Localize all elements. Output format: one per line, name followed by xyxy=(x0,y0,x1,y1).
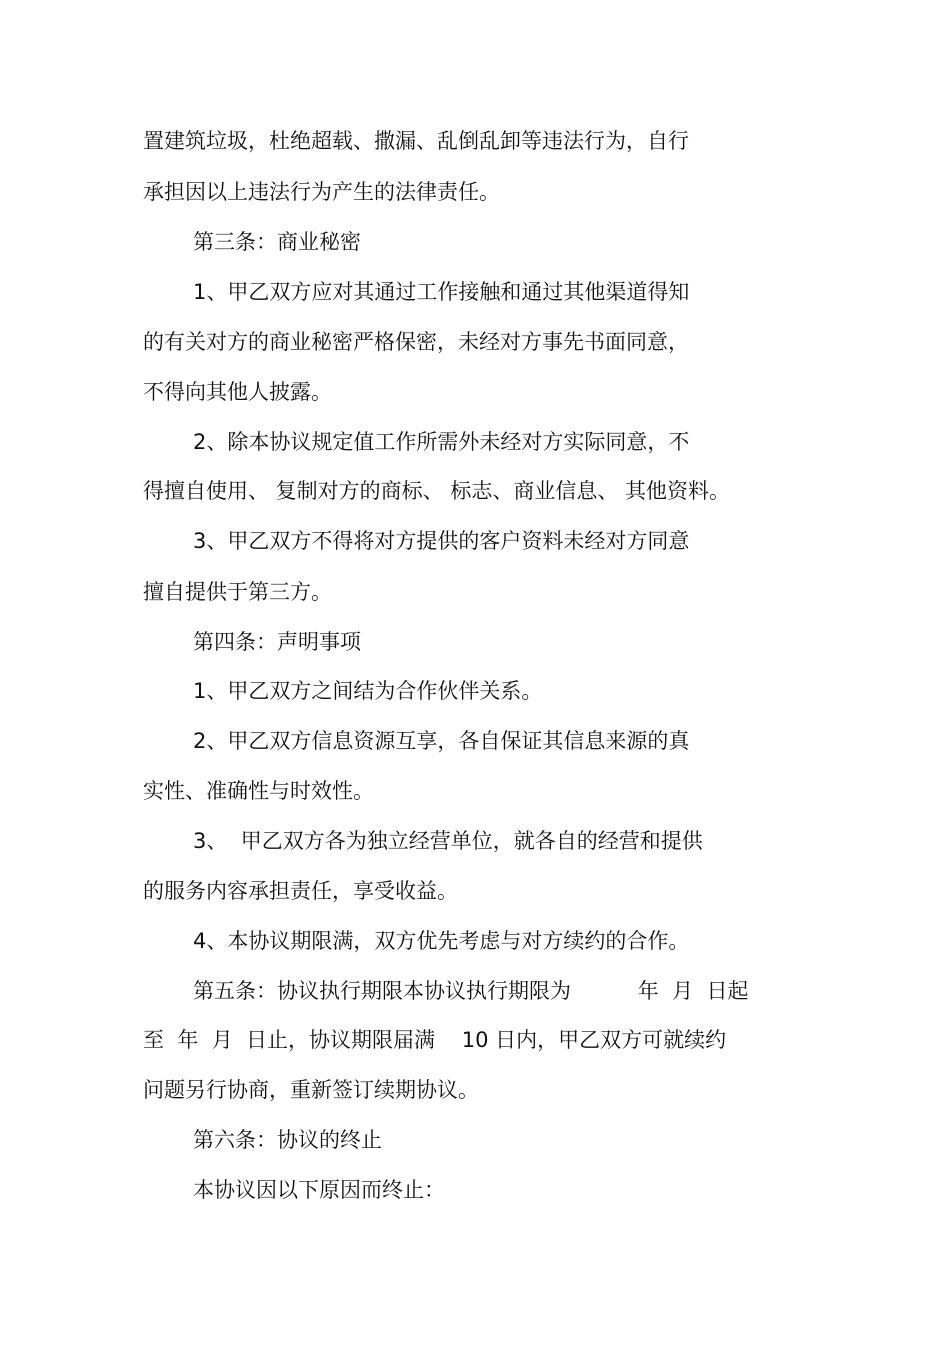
text-line: 1、甲乙双方之间结为合作伙伴关系。 xyxy=(193,679,543,703)
text-line: 承担因以上违法行为产生的法律责任。 xyxy=(143,180,500,204)
text-line: 实性、准确性与时效性。 xyxy=(143,779,374,803)
text-line: 问题另行协商，重新签订续期协议。 xyxy=(143,1078,479,1102)
text-line: 3、 甲乙双方各为独立经营单位，就各自的经营和提供 xyxy=(193,829,703,853)
section-heading: 第五条：协议执行期限本协议执行期限为 年 月 日起 xyxy=(193,979,749,1003)
section-heading: 第四条：声明事项 xyxy=(193,630,361,654)
section-heading: 第六条：协议的终止 xyxy=(193,1128,382,1152)
text-line: 1、甲乙双方应对其通过工作接触和通过其他渠道得知 xyxy=(193,280,690,304)
text-line: 4、本协议期限满，双方优先考虑与对方续约的合作。 xyxy=(193,929,690,953)
text-line: 不得向其他人披露。 xyxy=(143,380,332,404)
section-heading: 第三条：商业秘密 xyxy=(193,230,361,254)
text-line: 的服务内容承担责任，享受收益。 xyxy=(143,879,458,903)
text-line: 擅自提供于第三方。 xyxy=(143,580,332,604)
text-line: 得擅自使用、 复制对方的商标、 标志、商业信息、 其他资料。 xyxy=(143,479,731,503)
text-line: 2、甲乙双方信息资源互享，各自保证其信息来源的真 xyxy=(193,729,690,753)
text-line: 至 年 月 日止，协议期限届满 10 日内，甲乙双方可就续约 xyxy=(143,1028,727,1052)
text-line: 本协议因以下原因而终止： xyxy=(193,1178,445,1202)
text-line: 2、除本协议规定值工作所需外未经对方实际同意，不 xyxy=(193,430,690,454)
text-line: 的有关对方的商业秘密严格保密，未经对方事先书面同意， xyxy=(143,330,689,354)
text-line: 置建筑垃圾，杜绝超载、撒漏、乱倒乱卸等违法行为，自行 xyxy=(143,129,689,153)
text-line: 3、甲乙双方不得将对方提供的客户资料未经对方同意 xyxy=(193,529,690,553)
